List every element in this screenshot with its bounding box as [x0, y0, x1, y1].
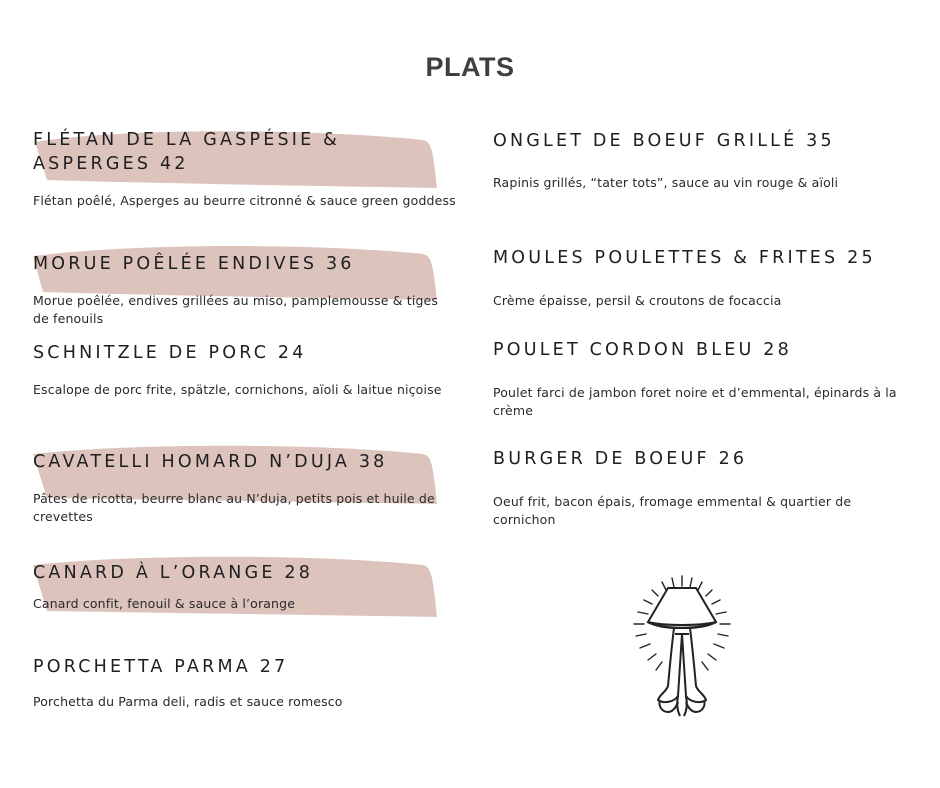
dish-description: Oeuf frit, bacon épais, fromage emmental & quartier de cornichon — [493, 494, 852, 527]
dish-name: PORCHETTA PARMA 27 — [33, 657, 289, 677]
dish-name: CAVATELLI HOMARD N’DUJA 38 — [33, 452, 388, 472]
dish-name: ONGLET DE BOEUF GRILLÉ 35 — [493, 131, 835, 151]
menu-item-cavatelli — [33, 450, 458, 526]
dish-description: Escalope de porc frite, spätzle, cornichons, aïoli & laitue niçoise — [33, 382, 442, 397]
dish-description: Poulet farci de jambon foret noire et d’emmental, épinards à la crème — [493, 385, 897, 418]
dish-name: MORUE POÊLÉE ENDIVES 36 — [33, 254, 355, 274]
dish-name: BURGER DE BOEUF 26 — [493, 449, 748, 469]
menu-item-poulet — [493, 338, 913, 420]
dish-description: Porchetta du Parma deli, radis et sauce romesco — [33, 694, 343, 709]
dish-name: POULET CORDON BLEU 28 — [493, 340, 792, 360]
dish-description: Rapinis grillés, “tater tots”, sauce au vin rouge & aïoli — [493, 175, 839, 190]
menu-item-morue — [33, 252, 458, 328]
dish-description: Canard confit, fenouil & sauce à l’orange — [33, 596, 296, 611]
dish-name: SCHNITZLE DE PORC 24 — [33, 343, 307, 363]
dish-description: Pâtes de ricotta, beurre blanc au N’duja, petits pois et huile de crevettes — [33, 491, 435, 524]
dish-name: FLÉTAN DE LA GASPÉSIE & ASPERGES 42 — [33, 130, 340, 174]
menu-item-onglet — [493, 129, 913, 192]
menu-item-porchetta — [33, 655, 458, 711]
dish-description: Crème épaisse, persil & croutons de focaccia — [493, 293, 782, 308]
menu-item-fletan — [33, 128, 458, 210]
dish-name: MOULES POULETTES & FRITES 25 — [493, 248, 876, 268]
menu-item-canard — [33, 561, 458, 613]
lamp-illustration-icon — [630, 574, 734, 720]
dish-description: Morue poêlée, endives grillées au miso, pamplemousse & tiges de fenouils — [33, 293, 439, 326]
dish-description: Flétan poêlé, Asperges au beurre citronné & sauce green goddess — [33, 193, 456, 208]
menu-item-burger — [493, 447, 913, 529]
menu-item-schnitzle — [33, 341, 458, 399]
menu-item-moules — [493, 246, 913, 310]
dish-name: CANARD À L’ORANGE 28 — [33, 563, 314, 583]
page-title: PLATS — [425, 52, 515, 82]
